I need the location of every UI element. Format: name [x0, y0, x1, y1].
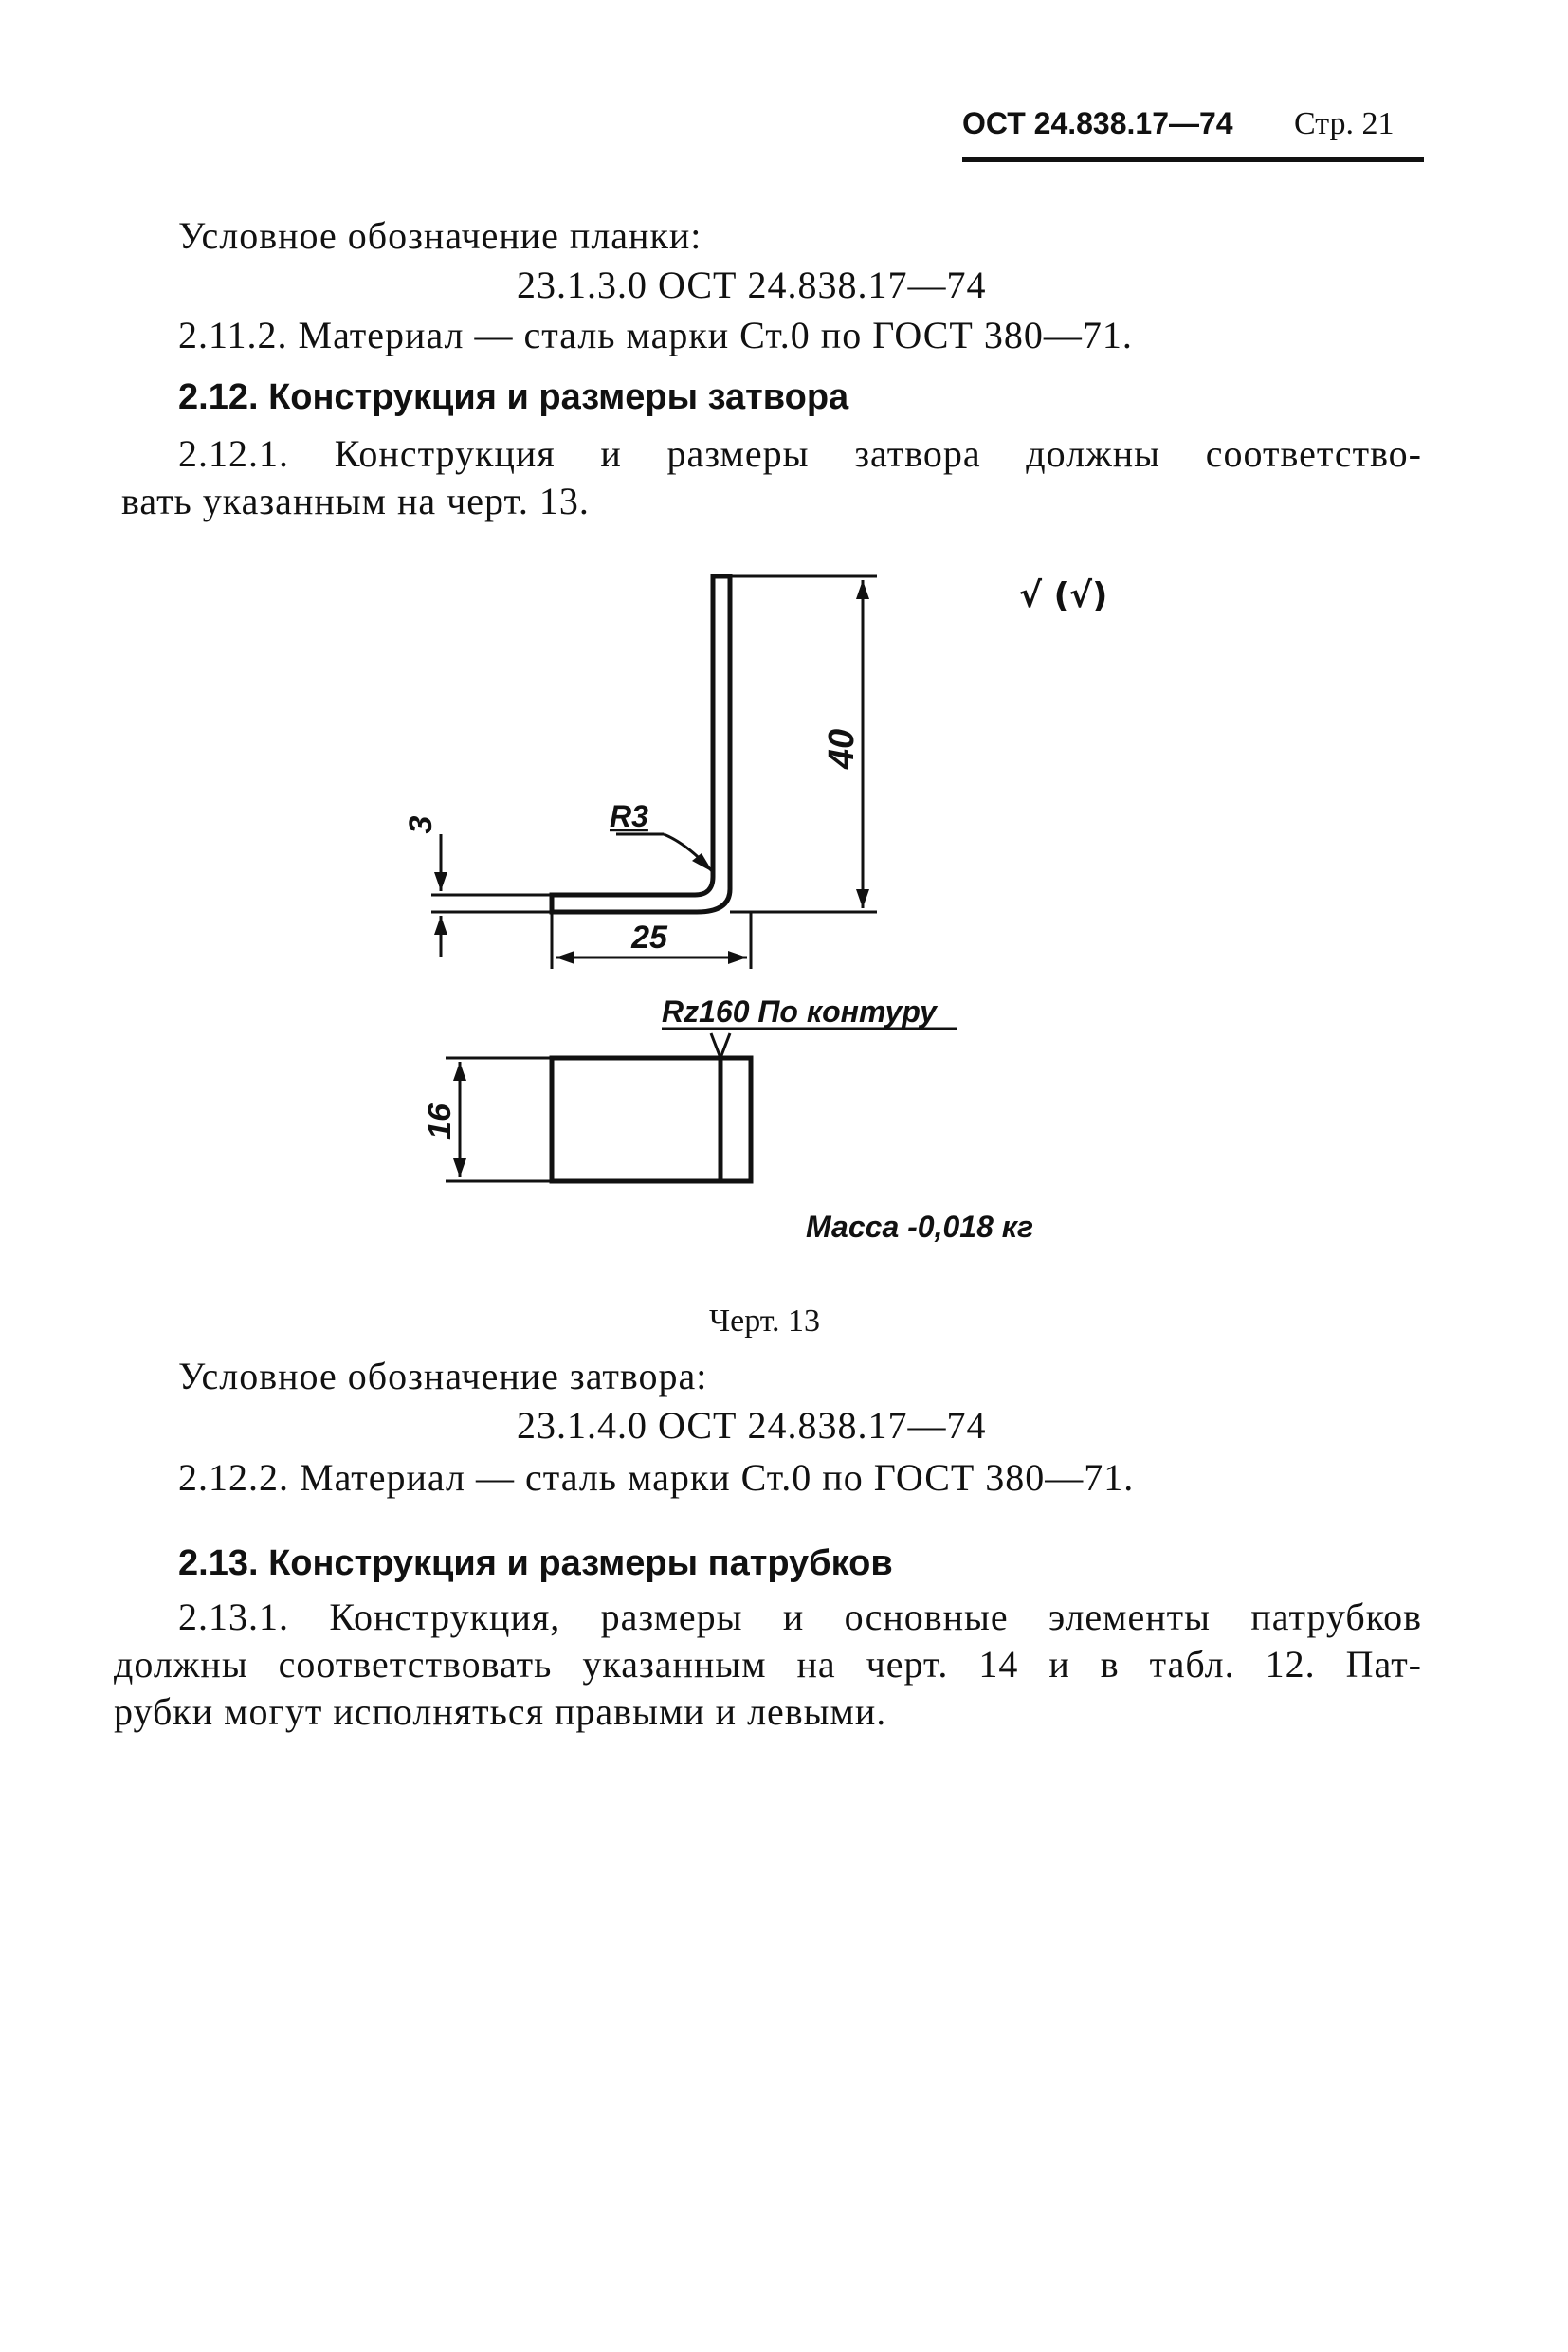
dim-25-label: 25 — [631, 920, 667, 956]
section-2-12-1-line1: 2.12.1. Конструкция и размеры затвора должны соответство- — [178, 432, 1422, 475]
dim-r3-label: R3 — [610, 799, 648, 833]
plank-designation-label: Условное обозначение планки: — [178, 214, 702, 257]
plank-material: 2.11.2. Материал — сталь марки Ст.0 по ГОСТ 380—71. — [178, 314, 1133, 356]
dim-3-label: 3 — [403, 815, 439, 834]
dim-40-label: 40 — [822, 728, 862, 770]
section-2-13-heading: 2.13. Конструкция и размеры патрубков — [178, 1543, 893, 1583]
roughness-mark: √ (√) — [1019, 576, 1108, 615]
section-2-13-1-line2: должны соответствовать указанным на черт. 14 и в табл. 12. Пат- — [114, 1643, 1422, 1686]
mass-note: Масса -0,018 кг — [806, 1210, 1034, 1244]
closure-designation-code: 23.1.4.0 ОСТ 24.838.17—74 — [517, 1404, 987, 1447]
closure-designation-label: Условное обозначение затвора: — [178, 1355, 708, 1397]
section-2-12-heading: 2.12. Конструкция и размеры затвора — [178, 377, 849, 417]
surface-roughness-note: Rz160 По контуру — [662, 994, 937, 1029]
section-2-13-1-line1: 2.13.1. Конструкция, размеры и основные элементы патрубков — [178, 1595, 1422, 1638]
dim-16-label: 16 — [422, 1103, 458, 1140]
document-code: ОСТ 24.838.17—74 — [962, 106, 1233, 140]
plank-designation-code: 23.1.3.0 ОСТ 24.838.17—74 — [517, 264, 987, 306]
closure-material: 2.12.2. Материал — сталь марки Ст.0 по ГОСТ 380—71. — [178, 1456, 1135, 1499]
section-2-12-1-line2: вать указанным на черт. 13. — [121, 480, 590, 522]
section-2-13-1-line3: рубки могут исполняться правыми и левыми. — [114, 1690, 887, 1733]
figure-caption: Черт. 13 — [709, 1304, 821, 1339]
page-number: Стр. 21 — [1294, 106, 1395, 141]
